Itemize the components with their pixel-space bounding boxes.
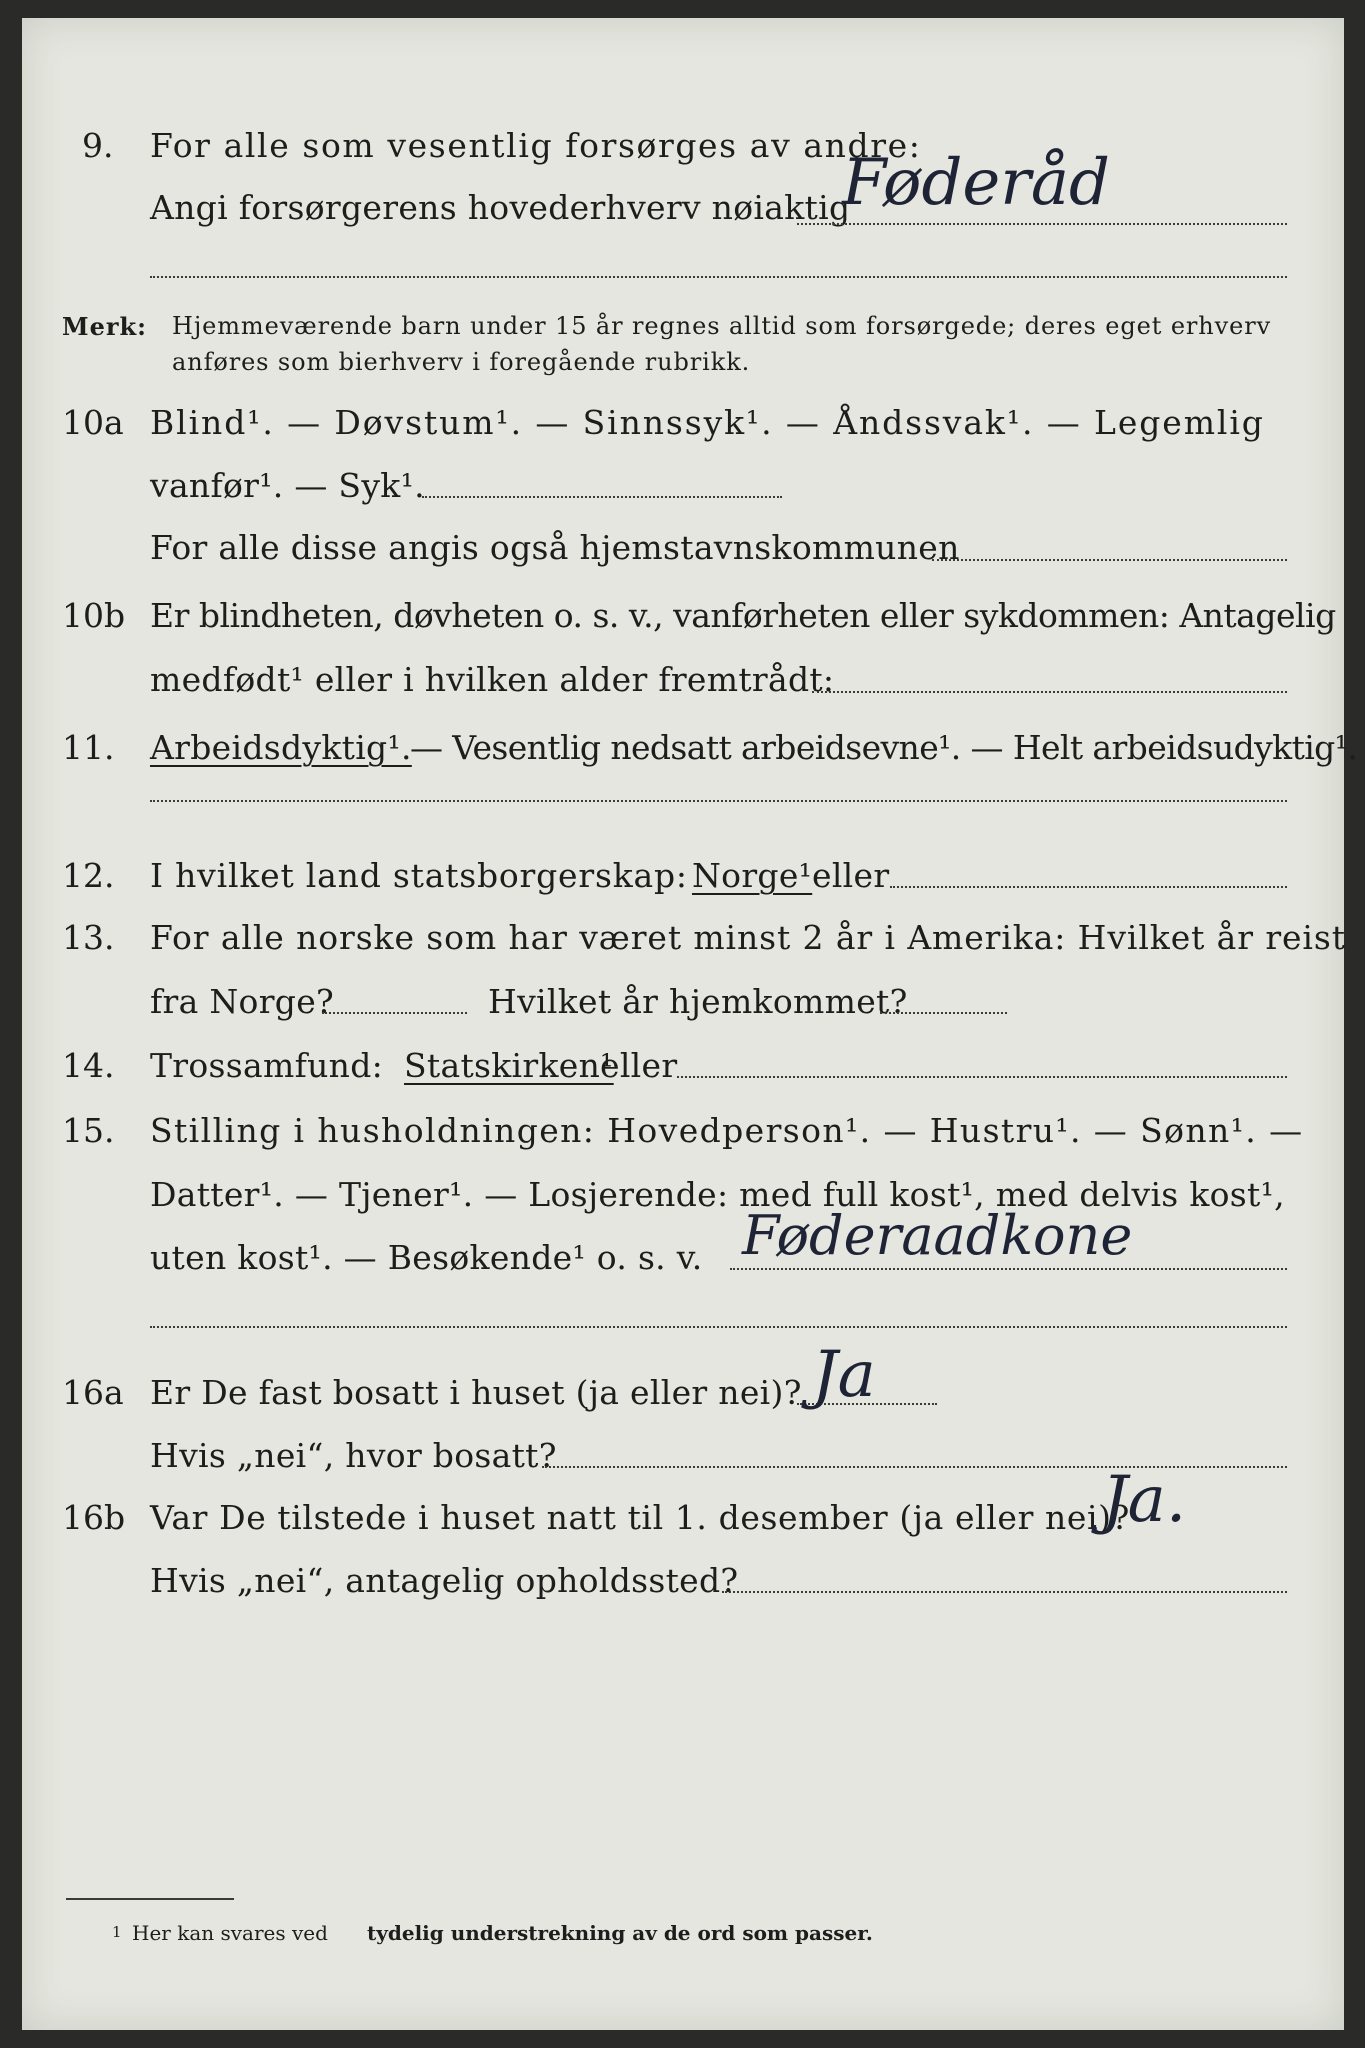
q16a-number: 16a	[62, 1373, 124, 1412]
q15-line3: uten kost¹. — Besøkende¹ o. s. v.	[150, 1238, 703, 1277]
q15-line2: Datter¹. — Tjener¹. — Losjerende: med full kost¹, med delvis kost¹,	[150, 1175, 1285, 1214]
q12-option-norge: Norge¹	[692, 856, 813, 895]
q16a-line2: Hvis „nei“, hvor bosatt?	[150, 1436, 557, 1475]
merk-line1: Hjemmeværende barn under 15 år regnes alltid som forsørgede; deres eget erhverv	[172, 312, 1272, 340]
q10a-syk-line	[422, 496, 782, 498]
q14-post: eller	[600, 1046, 678, 1085]
q13-line2b: Hvilket år hjemkommet?	[488, 982, 908, 1021]
q11-extra-line	[150, 800, 1287, 802]
q11-rest: — Vesentlig nedsatt arbeidsevne¹. — Helt arbeidsudyktig¹.	[410, 728, 1358, 767]
q9-handwritten-answer: Føderåd	[842, 146, 1110, 220]
footnote-text-b: tydelig understrekning av de ord som passer.	[367, 1921, 873, 1945]
q15-answer-line	[730, 1268, 1287, 1270]
q15-extra-line	[150, 1326, 1287, 1328]
q13-hjemkommet-line	[880, 1012, 1007, 1014]
q9-line2: Angi forsørgerens hovederhverv nøiaktig	[150, 188, 851, 227]
q11-number: 11.	[62, 728, 115, 767]
q14-pre: Trossamfund:	[150, 1046, 384, 1085]
q14-answer-line	[677, 1076, 1287, 1078]
q10a-number: 10a	[62, 403, 124, 442]
footnote-separator	[66, 1898, 234, 1900]
q14-option-statskirken: Statskirken¹	[404, 1046, 614, 1085]
q13-reist-line	[322, 1012, 467, 1014]
merk-line2: anføres som bierhverv i foregående rubrikk.	[172, 348, 751, 376]
q13-line2a: fra Norge?	[150, 982, 335, 1021]
q12-answer-line	[890, 886, 1287, 888]
q16b-line2: Hvis „nei“, antagelig opholdssted?	[150, 1561, 739, 1600]
q10a-line3: For alle disse angis også hjemstavnskommunen	[150, 528, 960, 567]
q9-answer-line	[797, 223, 1287, 225]
q16b-number: 16b	[62, 1498, 126, 1537]
q9-number: 9.	[82, 126, 114, 165]
merk-label: Merk:	[62, 312, 147, 341]
footnote-text-a: Her kan svares ved	[132, 1921, 328, 1945]
q9-extra-line	[150, 276, 1287, 278]
q12-post: eller	[812, 856, 890, 895]
q10a-line2: vanfør¹. — Syk¹.	[150, 466, 425, 505]
q13-line1: For alle norske som har været minst 2 år i Amerika: Hvilket år reist	[150, 918, 1346, 957]
q10b-line2: medfødt¹ eller i hvilken alder fremtrådt:	[150, 660, 835, 699]
q10b-answer-line	[812, 691, 1287, 693]
q9-line1: For alle som vesentlig forsørges av andre:	[150, 126, 922, 165]
q14-number: 14.	[62, 1046, 115, 1085]
q13-number: 13.	[62, 918, 115, 957]
q15-handwritten-answer: Føderaadkone	[742, 1204, 1133, 1267]
q12-pre: I hvilket land statsborgerskap:	[150, 856, 688, 895]
q15-number: 15.	[62, 1111, 115, 1150]
q11-option-arbeidsdyktig: Arbeidsdyktig¹.	[150, 728, 412, 767]
q10b-line1: Er blindheten, døvheten o. s. v., vanførheten eller sykdommen: Antagelig	[150, 596, 1336, 635]
q16b-line1: Var De tilstede i huset natt til 1. desember (ja eller nei)?	[150, 1498, 1130, 1537]
q15-line1: Stilling i husholdningen: Hovedperson¹. — Hustru¹. — Sønn¹. —	[150, 1111, 1304, 1150]
q10b-number: 10b	[62, 596, 126, 635]
q16a-handwritten-answer: Ja	[812, 1338, 876, 1412]
q10a-kommune-line	[932, 559, 1287, 561]
q12-number: 12.	[62, 856, 115, 895]
q16b-opholdssted-line	[722, 1591, 1287, 1593]
q10a-line1: Blind¹. — Døvstum¹. — Sinnssyk¹. — Åndssvak¹. — Legemlig	[150, 403, 1265, 442]
q16a-line1: Er De fast bosatt i huset (ja eller nei)?	[150, 1373, 802, 1412]
q16b-handwritten-answer: Ja.	[1102, 1463, 1187, 1537]
footnote-mark: 1	[112, 1923, 122, 1941]
census-form-page	[22, 18, 1358, 2030]
